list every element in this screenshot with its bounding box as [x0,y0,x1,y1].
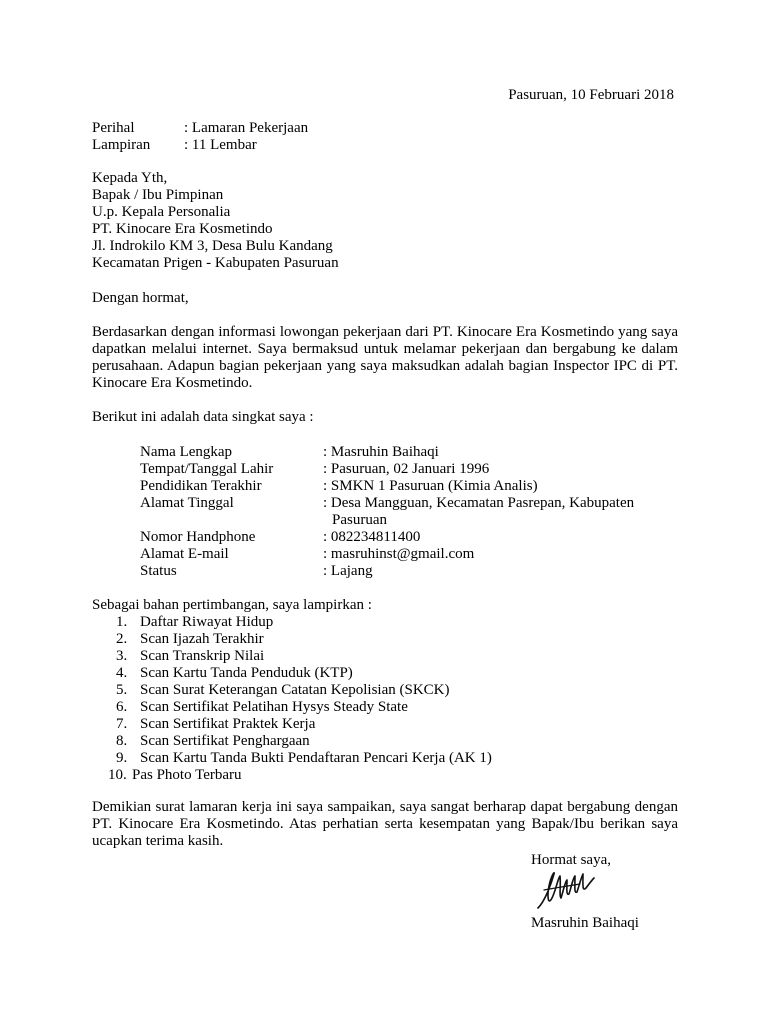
letter-meta [92,120,308,154]
list-text: Scan Kartu Tanda Penduduk (KTP) [140,665,353,681]
data-row [140,478,653,495]
list-item [116,682,492,699]
list-item [116,614,492,631]
recipient-line: U.p. Kepala Personalia [92,204,231,220]
attachments-intro: Sebagai bahan pertimbangan, saya lampirkan : [92,597,372,613]
meta-label: Lampiran [92,137,151,153]
opening-paragraph: Berdasarkan dengan informasi lowongan pekerjaan dari PT. Kinocare Era Kosmetindo yang saya dapatkan melalui internet. Saya bermaksud untuk melamar pekerjaan dan bergabung ke dalam perusahaan. Adapun bagian pekerjaan yang saya maksudkan adalah bagian Inspector IPC di PT. Kinocare Era Kosmetindo. [92,324,678,391]
list-text: Scan Sertifikat Penghargaan [140,733,310,749]
data-label: Pendidikan Terakhir [140,478,262,494]
list-text: Scan Sertifikat Praktek Kerja [140,716,316,732]
recipient-line: Jl. Indrokilo KM 3, Desa Bulu Kandang [92,238,333,254]
list-number: 2. [116,631,128,647]
list-number: 4. [116,665,128,681]
closing-paragraph: Demikian surat lamaran kerja ini saya sampaikan, saya sangat berharap dapat bergabung dengan PT. Kinocare Era Kosmetindo. Atas perhatian serta kesempatan yang Bapak/Ibu berikan saya ucapkan terima kasih. [92,799,678,849]
letter-date: Pasuruan, 10 Februari 2018 [508,87,674,103]
list-text: Scan Surat Keterangan Catatan Kepolisian (SKCK) [140,682,450,698]
list-item [116,716,492,733]
meta-value: : Lamaran Pekerjaan [184,120,309,136]
data-row [140,529,653,546]
data-value: : Masruhin Baihaqi [323,444,439,460]
data-value-line: : Desa Mangguan, Kecamatan Pasrepan, Kabupaten [323,495,635,511]
list-item [116,648,492,665]
data-value: : SMKN 1 Pasuruan (Kimia Analis) [323,478,538,494]
list-number: 3. [116,648,128,664]
data-row [140,563,653,580]
data-row [140,495,653,529]
data-label: Nomor Handphone [140,529,256,545]
list-text: Pas Photo Terbaru [132,767,242,783]
list-number: 6. [116,699,128,715]
list-text: Scan Ijazah Terakhir [140,631,264,647]
meta-row-lampiran [92,137,308,154]
list-item [116,665,492,682]
list-item [116,733,492,750]
data-label: Nama Lengkap [140,444,233,460]
data-label: Status [140,563,177,579]
personal-data-table [140,444,653,580]
list-number: 5. [116,682,128,698]
data-value-address [323,495,653,529]
signature-image [534,868,596,912]
greeting: Dengan hormat, [92,290,189,306]
data-value: : 082234811400 [323,529,421,545]
list-number: 1. [116,614,128,630]
list-item [116,631,492,648]
list-text: Scan Kartu Tanda Bukti Pendaftaran Pencari Kerja (AK 1) [140,750,492,766]
closing-salutation: Hormat saya, [531,852,611,868]
data-row [140,461,653,478]
data-label: Alamat E-mail [140,546,229,562]
meta-value: : 11 Lembar [184,137,257,153]
meta-label: Perihal [92,120,135,136]
meta-row-perihal [92,120,308,137]
data-row [140,444,653,461]
list-text: Scan Transkrip Nilai [140,648,265,664]
list-text: Scan Sertifikat Pelatihan Hysys Steady State [140,699,408,715]
signer-name: Masruhin Baihaqi [531,915,639,931]
recipient-line: PT. Kinocare Era Kosmetindo [92,221,273,237]
list-number: 9. [116,750,128,766]
recipient-block [92,170,339,272]
data-value: : masruhinst@gmail.com [323,546,475,562]
data-row [140,546,653,563]
attachments-list [108,614,492,784]
list-number: 7. [116,716,128,732]
list-item [108,767,492,784]
data-value: : Lajang [323,563,373,579]
list-number: 8. [116,733,128,749]
list-text: Daftar Riwayat Hidup [140,614,274,630]
data-label: Alamat Tinggal [140,495,234,511]
list-number: 10. [108,767,127,783]
data-value: : Pasuruan, 02 Januari 1996 [323,461,490,477]
recipient-line: Kepada Yth, [92,170,168,186]
data-label: Tempat/Tanggal Lahir [140,461,274,477]
recipient-line: Kecamatan Prigen - Kabupaten Pasuruan [92,255,339,271]
data-value-continuation: Pasuruan [332,512,387,528]
list-item [116,750,492,767]
recipient-line: Bapak / Ibu Pimpinan [92,187,224,203]
data-intro: Berikut ini adalah data singkat saya : [92,409,314,425]
list-item [116,699,492,716]
